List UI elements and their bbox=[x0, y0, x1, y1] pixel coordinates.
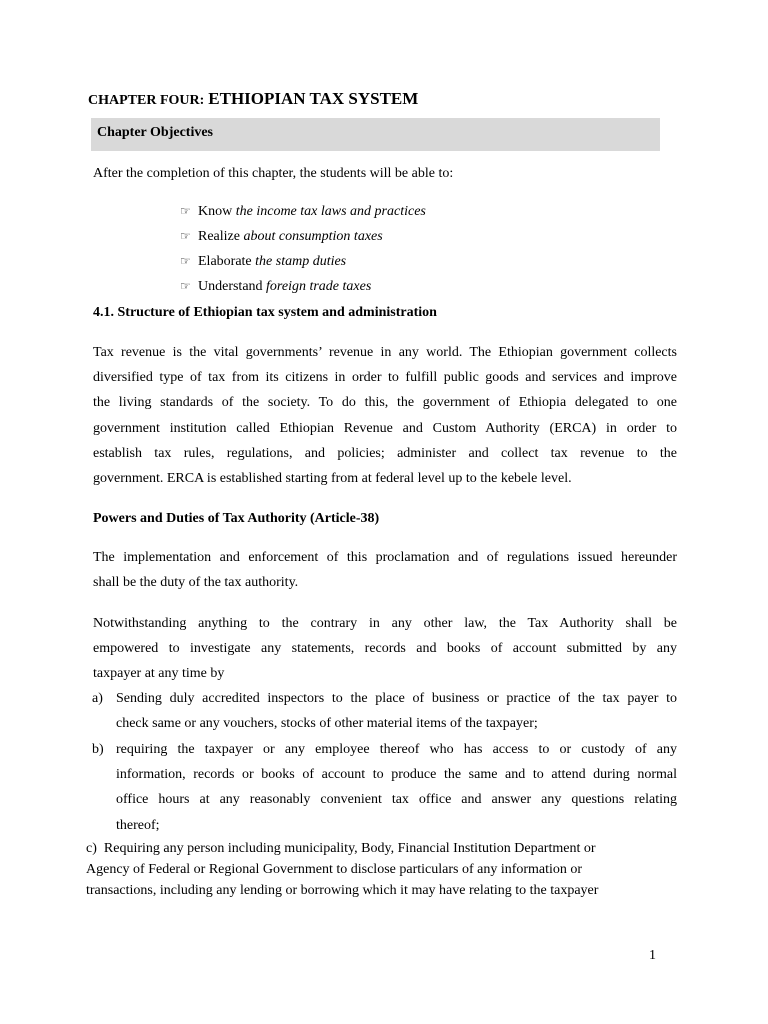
paragraph-line: Tax revenue is the vital governments’ revenue in any world. The Ethiopian government collects bbox=[93, 345, 677, 360]
paragraph-line: empowered to investigate any statements, records and books of account submitted by any bbox=[93, 641, 677, 657]
paragraph-line: government. ERCA is established starting from at federal level up to the kebele level. bbox=[93, 470, 572, 486]
objective-verb: Realize bbox=[198, 229, 240, 244]
pointing-hand-icon: ☞ bbox=[180, 279, 191, 293]
objectives-intro: After the completion of this chapter, the students will be able to: bbox=[93, 166, 454, 181]
list-line: requiring the taxpayer or any employee thereof who has access to or custody of any bbox=[116, 742, 677, 757]
chapter-title bbox=[88, 89, 418, 109]
objective-item bbox=[180, 254, 346, 270]
paragraph-line: government institution called Ethiopian Revenue and Custom Authority (ERCA) in order to bbox=[93, 420, 677, 436]
list-line: transactions, including any lending or borrowing which it may have relating to the taxpayer bbox=[86, 883, 599, 898]
objective-verb: Understand bbox=[198, 279, 263, 294]
chapter-name: ETHIOPIAN TAX SYSTEM bbox=[208, 89, 419, 108]
paragraph-line: taxpayer at any time by bbox=[93, 666, 225, 682]
powers-paragraph-2 bbox=[93, 611, 677, 687]
paragraph-line: the living standards of the society. To do this, the government of Ethiopia delegated to one bbox=[93, 395, 677, 411]
objective-item bbox=[180, 229, 383, 245]
list-line: Sending duly accredited inspectors to the place of business or practice of the tax payer to bbox=[116, 691, 677, 706]
paragraph-line: establish tax rules, regulations, and policies; administer and collect tax revenue to the bbox=[93, 445, 677, 461]
paragraph-line: shall be the duty of the tax authority. bbox=[93, 575, 299, 591]
list-marker: c) bbox=[86, 841, 97, 856]
section-4-1-heading: 4.1. Structure of Ethiopian tax system and administration bbox=[93, 305, 437, 320]
page-number: 1 bbox=[649, 948, 656, 963]
paragraph-line: Notwithstanding anything to the contrary in any other law, the Tax Authority shall be bbox=[93, 616, 677, 631]
section-4-1-paragraph bbox=[93, 340, 677, 491]
objective-text: foreign trade taxes bbox=[266, 279, 372, 294]
paragraph-line: diversified type of tax from its citizens in order to fulfill public goods and services and improve bbox=[93, 370, 677, 386]
chapter-objectives-heading: Chapter Objectives bbox=[97, 125, 213, 140]
objective-item bbox=[180, 279, 371, 295]
objective-item bbox=[180, 204, 426, 220]
pointing-hand-icon: ☞ bbox=[180, 254, 191, 268]
list-line: c) Requiring any person including municipality, Body, Financial Institution Department or bbox=[86, 841, 596, 856]
chapter-number: CHAPTER FOUR: bbox=[88, 93, 205, 108]
list-line: information, records or books of account to produce the same and to attend during normal bbox=[116, 767, 677, 783]
list-item-c bbox=[86, 838, 666, 901]
objective-verb: Know bbox=[198, 204, 233, 219]
pointing-hand-icon: ☞ bbox=[180, 204, 191, 218]
objective-text: the income tax laws and practices bbox=[235, 204, 426, 219]
paragraph-line: The implementation and enforcement of this proclamation and of regulations issued hereunder bbox=[93, 550, 677, 565]
powers-duties-heading: Powers and Duties of Tax Authority (Article-38) bbox=[93, 511, 380, 526]
list-line: thereof; bbox=[116, 817, 160, 833]
list-marker: b) bbox=[92, 742, 104, 757]
chapter-objectives-box bbox=[91, 118, 660, 151]
objective-text: about consumption taxes bbox=[243, 229, 383, 244]
list-line: office hours at any reasonably convenient tax office and answer any questions relating bbox=[116, 792, 677, 808]
pointing-hand-icon: ☞ bbox=[180, 229, 191, 243]
objective-verb: Elaborate bbox=[198, 254, 252, 269]
list-line: check same or any vouchers, stocks of other material items of the taxpayer; bbox=[116, 716, 538, 732]
objective-text: the stamp duties bbox=[255, 254, 347, 269]
list-marker: a) bbox=[92, 691, 103, 706]
list-line: Agency of Federal or Regional Government to disclose particulars of any information or bbox=[86, 862, 583, 877]
powers-paragraph-1 bbox=[93, 545, 677, 595]
list-item-b bbox=[92, 737, 677, 838]
list-item-a bbox=[92, 686, 677, 737]
